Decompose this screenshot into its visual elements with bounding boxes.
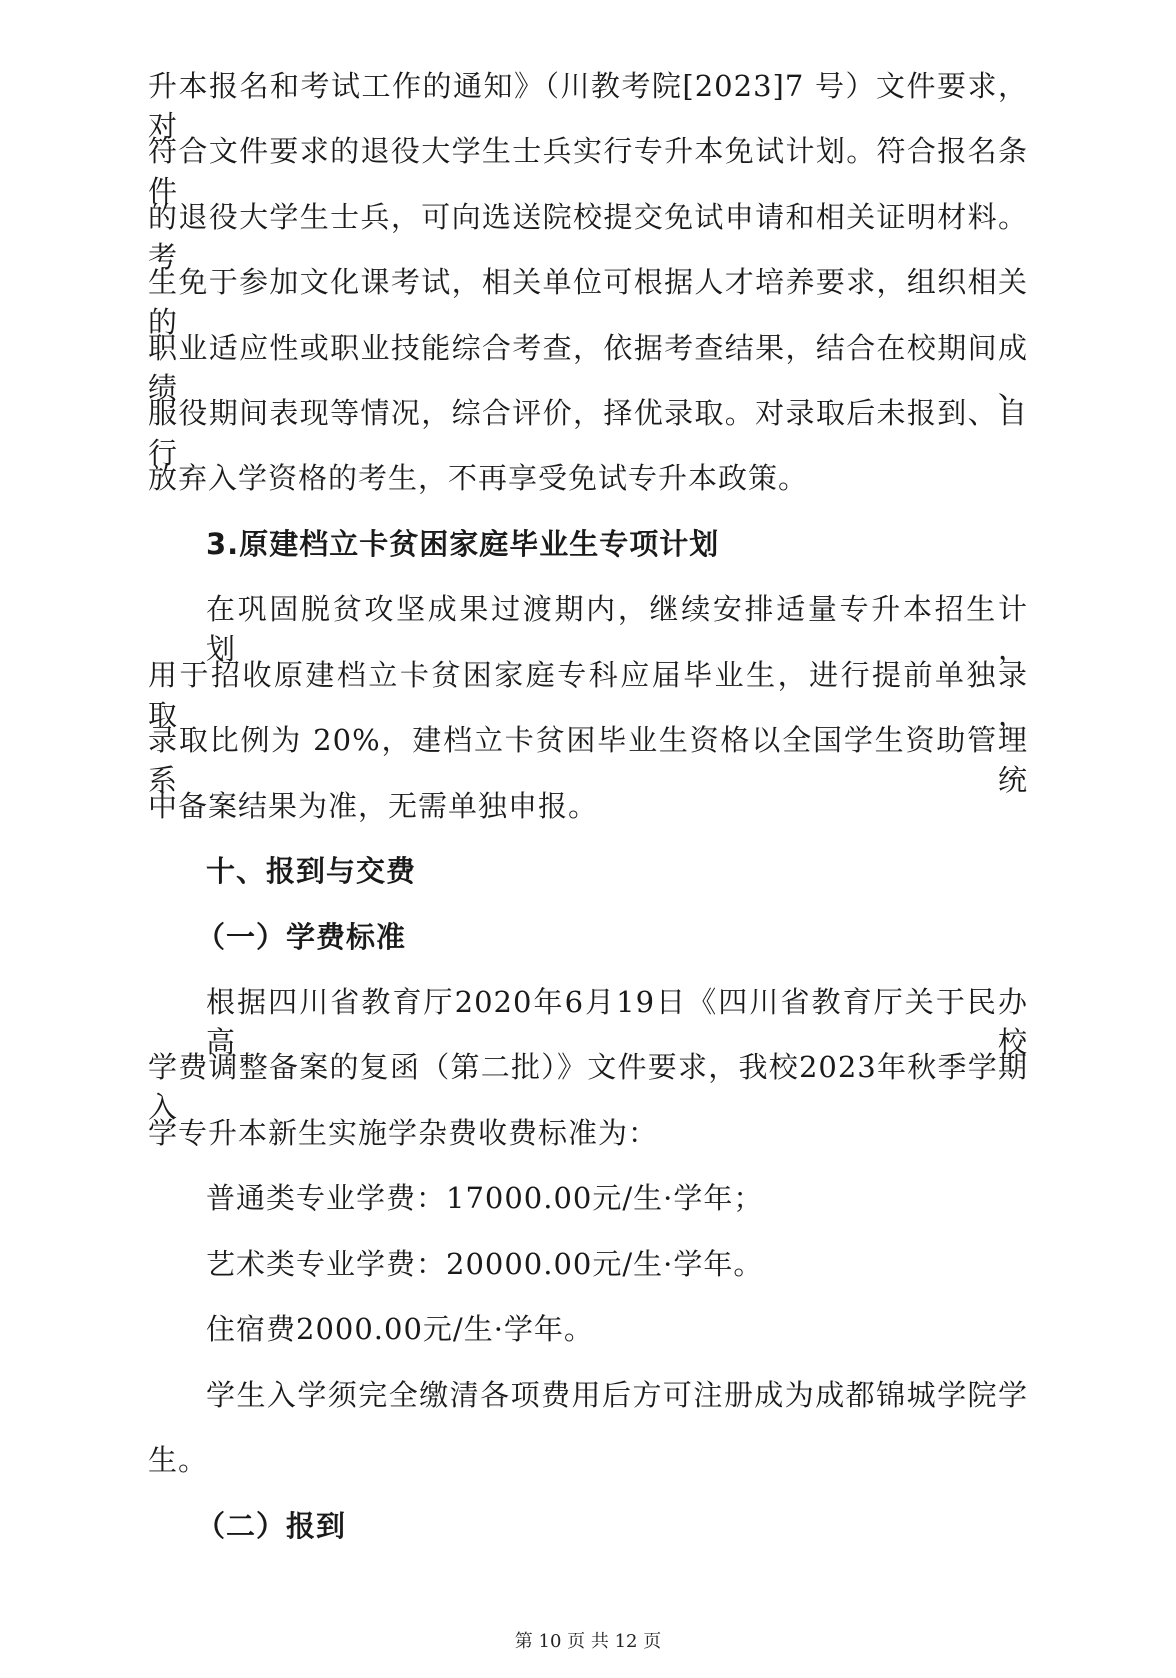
subsection-heading: （二）报到 — [196, 1509, 347, 1543]
paragraph-line: 的退役大学生士兵，可向选送院校提交免试申请和相关证明材料。考 — [148, 200, 1028, 274]
paragraph-line: 服役期间表现等情况，综合评价，择优录取。对录取后未报到、自行 — [148, 396, 1028, 470]
paragraph-line: 中备案结果为准，无需单独申报。 — [148, 789, 599, 823]
paragraph-line: 放弃入学资格的考生，不再享受免试专升本政策。 — [148, 461, 809, 495]
paragraph-line: 学生入学须完全缴清各项费用后方可注册成为成都锦城学院学 — [206, 1378, 1028, 1412]
fee-item-housing: 住宿费2000.00元/生·学年。 — [206, 1312, 594, 1346]
paragraph-line: 学费调整备案的复函（第二批）》文件要求，我校2023年秋季学期入 — [148, 1050, 1028, 1124]
paragraph-line: 符合文件要求的退役大学生士兵实行专升本免试计划。符合报名条件 — [148, 134, 1028, 208]
paragraph-line: 生。 — [148, 1443, 209, 1477]
page-footer: 第 10 页 共 12 页 — [514, 1631, 662, 1652]
paragraph-line: 根据四川省教育厅2020年6月19日《四川省教育厅关于民办高校 — [206, 985, 1028, 1059]
paragraph-line: 职业适应性或职业技能综合考查，依据考查结果，结合在校期间成绩、 — [148, 331, 1028, 405]
fee-item-regular: 普通类专业学费：17000.00元/生·学年； — [206, 1181, 764, 1215]
paragraph-line: 生免于参加文化课考试，相关单位可根据人才培养要求，组织相关的 — [148, 265, 1028, 339]
chapter-heading: 十、报到与交费 — [206, 854, 417, 888]
paragraph-line: 录取比例为 20%，建档立卡贫困毕业生资格以全国学生资助管理系统 — [148, 723, 1028, 797]
subsection-heading: （一）学费标准 — [196, 920, 407, 954]
section-heading: 3.原建档立卡贫困家庭毕业生专项计划 — [206, 527, 720, 561]
fee-item-art: 艺术类专业学费：20000.00元/生·学年。 — [206, 1247, 764, 1281]
paragraph-line: 用于招收原建档立卡贫困家庭专科应届毕业生，进行提前单独录取， — [148, 658, 1028, 732]
paragraph-line: 在巩固脱贫攻坚成果过渡期内，继续安排适量专升本招生计划， — [206, 592, 1028, 666]
paragraph-line: 学专升本新生实施学杂费收费标准为： — [148, 1116, 659, 1150]
paragraph-line: 升本报名和考试工作的通知》（川教考院[2023]7 号）文件要求，对 — [148, 69, 1028, 143]
